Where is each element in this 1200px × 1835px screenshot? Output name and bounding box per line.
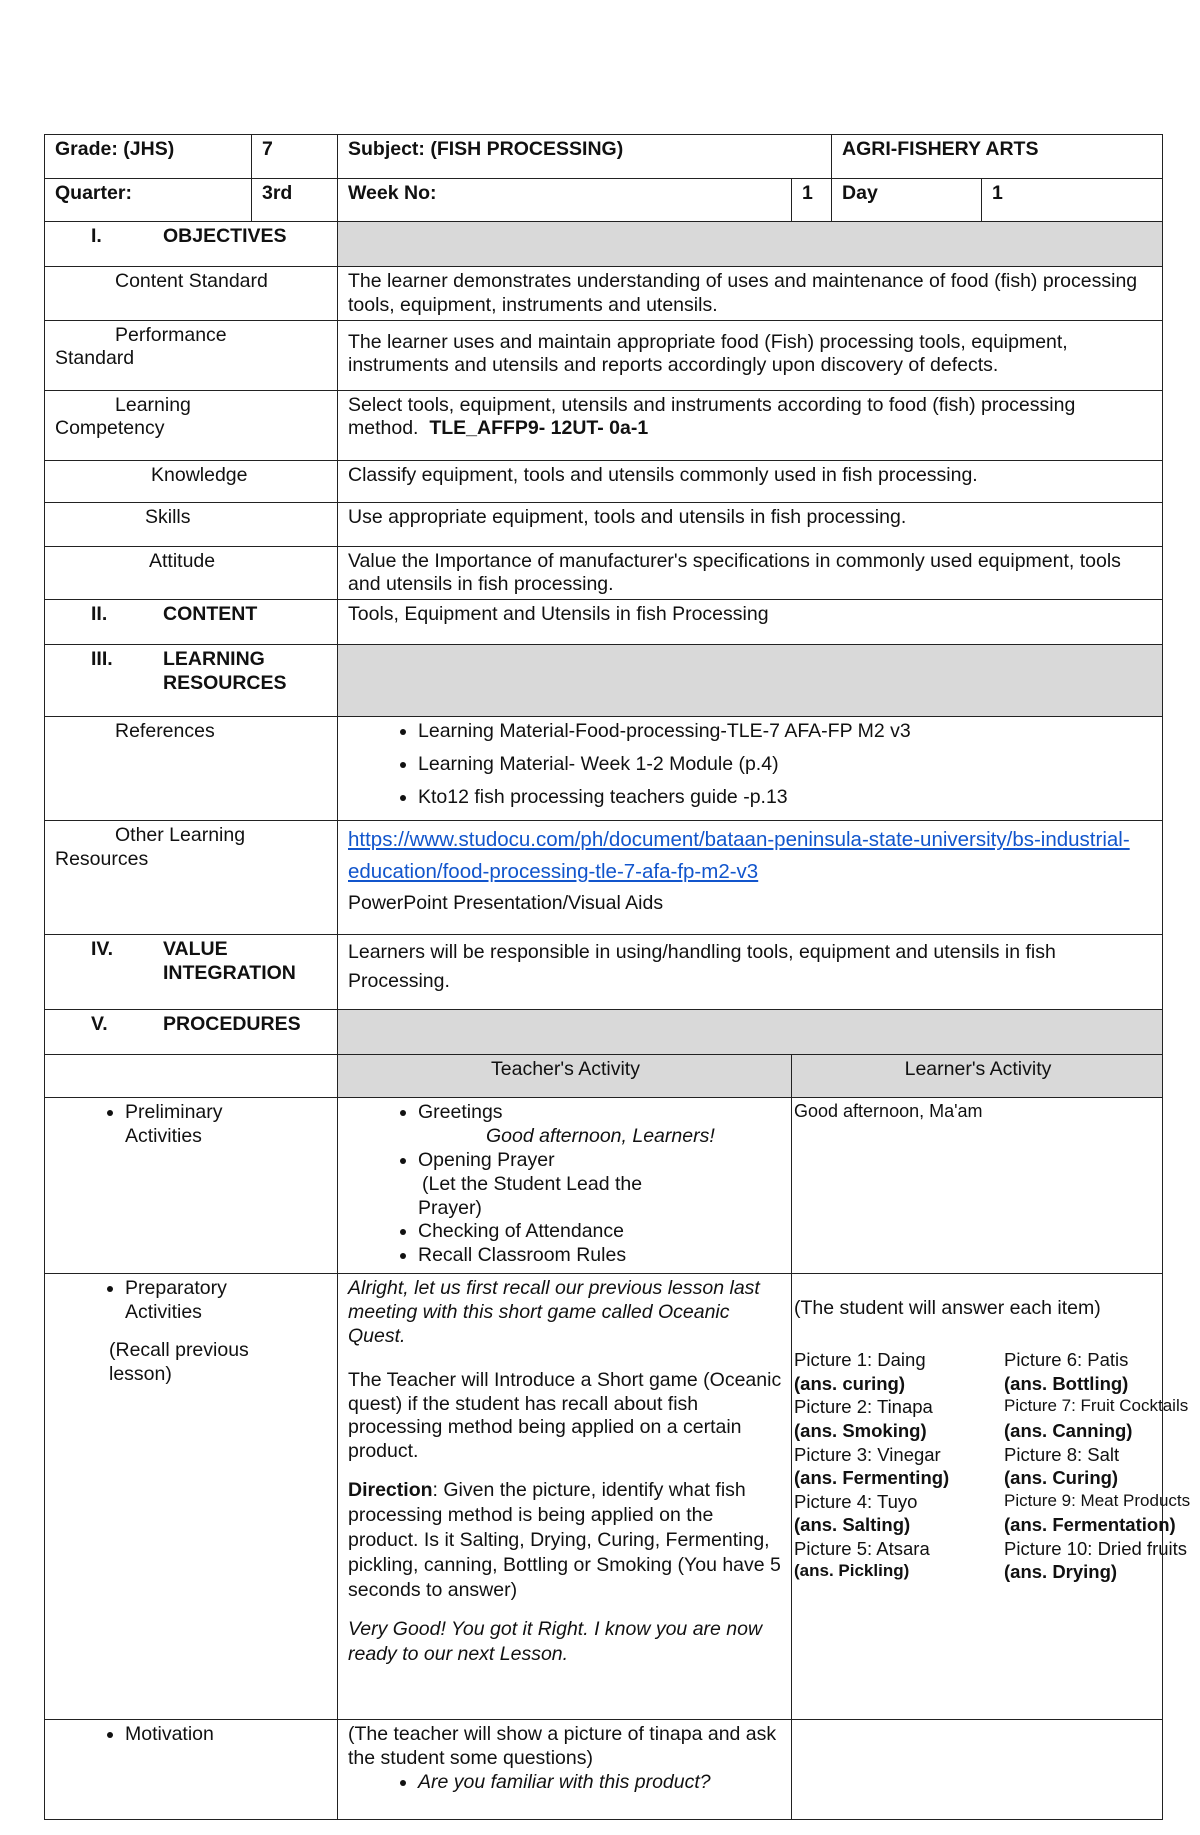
preparatory-learner-cell: [792, 1274, 1191, 1720]
other-resources-row: [45, 821, 1163, 935]
answer-picture: Picture 5: Atsara: [794, 1537, 930, 1559]
references-list-cell: [338, 717, 1163, 821]
preliminary-teacher-cell: [338, 1098, 792, 1274]
performance-standard-label: Performance Standard: [45, 320, 338, 390]
competency-code: TLE_AFFP9- 12UT- 0a-1: [429, 417, 649, 440]
resources-number: III.: [91, 648, 113, 671]
resources-shaded-cell: [338, 645, 1163, 717]
knowledge-label: Knowledge: [45, 460, 338, 502]
attitude-row: [45, 546, 1163, 600]
value-integration-heading: [45, 935, 338, 1010]
preparatory-direction: Direction: Given the picture, identify what fish processing method is being applied on the product. Is it Salting, Drying, Curing, Fermenting, pickling, canning, Bottling or Smoking (You have 5 seconds to answer): [348, 1478, 781, 1601]
resources-heading: [45, 645, 338, 717]
preparatory-intro: Alright, let us first recall our previous lesson last meeting with this short game called Oceanic Quest.: [348, 1277, 760, 1348]
answer-text: (ans. Fermenting): [794, 1467, 950, 1489]
value-integration-number: IV.: [91, 938, 114, 961]
answer-text: (ans. Curing): [1004, 1467, 1119, 1489]
answer-text: (ans. Bottling): [1004, 1372, 1129, 1394]
preliminary-teacher-list: [348, 1101, 783, 1267]
other-resources-label: Other Learning Resources: [45, 821, 338, 935]
learner-intro: (The student will answer each item): [794, 1297, 1101, 1320]
objectives-title: OBJECTIVES: [163, 225, 287, 247]
preparatory-teacher-cell: [338, 1274, 792, 1720]
preliminary-label: • Preliminary Activities: [55, 1101, 329, 1149]
references-row: [45, 717, 1163, 821]
procedures-shaded-cell: [338, 1010, 1163, 1055]
procedures-title: PROCEDURES: [163, 1013, 301, 1036]
answer-picture: Picture 2: Tinapa: [794, 1396, 933, 1418]
objectives-shaded-cell: [338, 222, 1163, 267]
lesson-plan-page: [44, 134, 1191, 1820]
quarter-value: 3rd: [252, 179, 338, 222]
preparatory-label-cell: [45, 1274, 338, 1720]
learner-activity-header: Learner's Activity: [792, 1055, 1163, 1098]
quarter-label: Quarter:: [45, 179, 252, 222]
objectives-number: I.: [91, 225, 102, 247]
answer-picture: Picture 3: Vinegar: [794, 1443, 941, 1465]
motivation-row: [45, 1720, 1163, 1820]
rules-item: • Recall Classroom Rules: [418, 1244, 783, 1268]
answer-text: (ans. curing): [794, 1372, 906, 1394]
preparatory-sub: (Recall previous lesson): [109, 1339, 249, 1385]
day-value: 1: [982, 179, 1163, 222]
motivation-questions: [348, 1771, 783, 1795]
answer-text: (ans. Salting): [794, 1514, 911, 1536]
grade-value: 7: [252, 135, 338, 179]
week-label: Week No:: [338, 179, 792, 222]
objectives-heading: [45, 222, 338, 267]
answer-picture: Picture 4: Tuyo: [794, 1490, 918, 1512]
answer-text: (ans. Fermentation): [1004, 1514, 1176, 1536]
answer-grid: [794, 1349, 1191, 1584]
content-standard-row: [45, 267, 1163, 321]
preparatory-row: [45, 1274, 1163, 1720]
references-list: [348, 720, 1154, 809]
objectives-row: [45, 222, 1163, 267]
content-number: II.: [91, 603, 108, 626]
resources-row: [45, 645, 1163, 717]
teacher-activity-header: Teacher's Activity: [338, 1055, 792, 1098]
content-row: [45, 600, 1163, 645]
value-integration-row: [45, 935, 1163, 1010]
other-resources-text: PowerPoint Presentation/Visual Aids: [348, 892, 664, 914]
skills-row: [45, 502, 1163, 546]
answer-picture: Picture 1: Daing: [794, 1349, 926, 1371]
skills-text: Use appropriate equipment, tools and utensils in fish processing.: [338, 502, 1163, 546]
learning-competency-text: Select tools, equipment, utensils and instruments according to food (fish) processing method. TLE_AFFP9- 12UT- 0a-1: [338, 390, 1163, 460]
motivation-label-cell: [45, 1720, 338, 1820]
answer-picture: Picture 6: Patis: [1004, 1349, 1129, 1371]
content-standard-label: Content Standard: [45, 267, 338, 321]
answer-picture: Picture 9: Meat Products: [1004, 1490, 1191, 1510]
answer-text: (ans. Pickling): [794, 1561, 910, 1581]
procedures-number: V.: [91, 1013, 108, 1036]
reference-item: • Learning Material-Food-processing-TLE-7 AFA-FP M2 v3: [418, 720, 1154, 744]
answer-picture: Picture 10: Dried fruits: [1004, 1537, 1188, 1559]
motivation-label: • Motivation: [55, 1723, 329, 1747]
performance-standard-row: [45, 320, 1163, 390]
procedures-row: [45, 1010, 1163, 1055]
motivation-teacher-cell: [338, 1720, 792, 1820]
content-text: Tools, Equipment and Utensils in fish Processing: [338, 600, 1163, 645]
greetings-item: • Greetings Good afternoon, Learners!: [418, 1101, 783, 1149]
skills-label: Skills: [45, 502, 338, 546]
knowledge-row: [45, 460, 1163, 502]
resources-title: LEARNING RESOURCES: [163, 648, 287, 694]
motivation-question: • Are you familiar with this product?: [418, 1771, 783, 1795]
value-integration-title: VALUE INTEGRATION: [163, 938, 296, 985]
reference-item: • Learning Material- Week 1-2 Module (p.4): [418, 753, 1154, 777]
reference-item: • Kto12 fish processing teachers guide -p.13: [418, 786, 1154, 810]
opening-prayer-item: • Opening Prayer (Let the Student Lead the Prayer): [418, 1149, 783, 1220]
preliminary-learner-response: Good afternoon, Ma'am: [792, 1098, 1163, 1274]
week-value: 1: [792, 179, 832, 222]
attitude-text: Value the Importance of manufacturer's specifications in commonly used equipment, tools and utensils in fish processing.: [338, 546, 1163, 600]
answer-picture: Picture 7: Fruit Cocktails: [1004, 1396, 1189, 1416]
answer-text: (ans. Smoking): [794, 1419, 927, 1441]
learning-area: AGRI-FISHERY ARTS: [832, 135, 1163, 179]
preliminary-row: [45, 1098, 1163, 1274]
answer-text: (ans. Drying): [1004, 1561, 1118, 1583]
greeting-line: Good afternoon, Learners!: [486, 1125, 715, 1148]
content-standard-text: The learner demonstrates understanding of uses and maintenance of food (fish) processing tools, equipment, instruments and utensils.: [338, 267, 1163, 321]
learning-competency-label: Learning Competency: [45, 390, 338, 460]
preparatory-closing: Very Good! You got it Right. I know you are now ready to our next Lesson.: [348, 1617, 763, 1666]
references-label: References: [45, 717, 338, 821]
content-title: CONTENT: [163, 603, 258, 626]
header-row-grade: [45, 135, 1163, 179]
learning-competency-row: [45, 390, 1163, 460]
activity-header-row: [45, 1055, 1163, 1098]
answer-picture: Picture 8: Salt: [1004, 1443, 1120, 1465]
performance-standard-text: The learner uses and maintain appropriate food (Fish) processing tools, equipment, instruments and utensils and reports accordingly upon discovery of defects.: [338, 320, 1163, 390]
preliminary-label-cell: [45, 1098, 338, 1274]
attendance-item: • Checking of Attendance: [418, 1220, 783, 1244]
motivation-learner-cell: [792, 1720, 1163, 1820]
activity-header-blank: [45, 1055, 338, 1098]
preparatory-teacher-text: The Teacher will Introduce a Short game (Oceanic quest) if the student has recall about fish processing method being applied on a certain product.: [348, 1368, 782, 1463]
grade-label: Grade: (JHS): [45, 135, 252, 179]
lesson-plan-table: [44, 134, 1191, 1820]
day-label: Day: [832, 179, 982, 222]
motivation-text: (The teacher will show a picture of tinapa and ask the student some questions): [348, 1723, 777, 1770]
content-heading: [45, 600, 338, 645]
subject-label: Subject: (FISH PROCESSING): [338, 135, 832, 179]
resource-link[interactable]: https://www.studocu.com/ph/document/bataan-peninsula-state-university/bs-industrial-education/food-processing-tle-7-afa-fp-m2-v3: [348, 828, 1130, 884]
answer-text: (ans. Canning): [1004, 1419, 1133, 1441]
preparatory-label: • Preparatory Activities: [55, 1277, 329, 1325]
other-resources-cell: [338, 821, 1163, 935]
knowledge-text: Classify equipment, tools and utensils commonly used in fish processing.: [338, 460, 1163, 502]
header-row-quarter: [45, 179, 1163, 222]
attitude-label: Attitude: [45, 546, 338, 600]
procedures-heading: [45, 1010, 338, 1055]
value-integration-text: Learners will be responsible in using/handling tools, equipment and utensils in fish Processing.: [338, 935, 1163, 1010]
